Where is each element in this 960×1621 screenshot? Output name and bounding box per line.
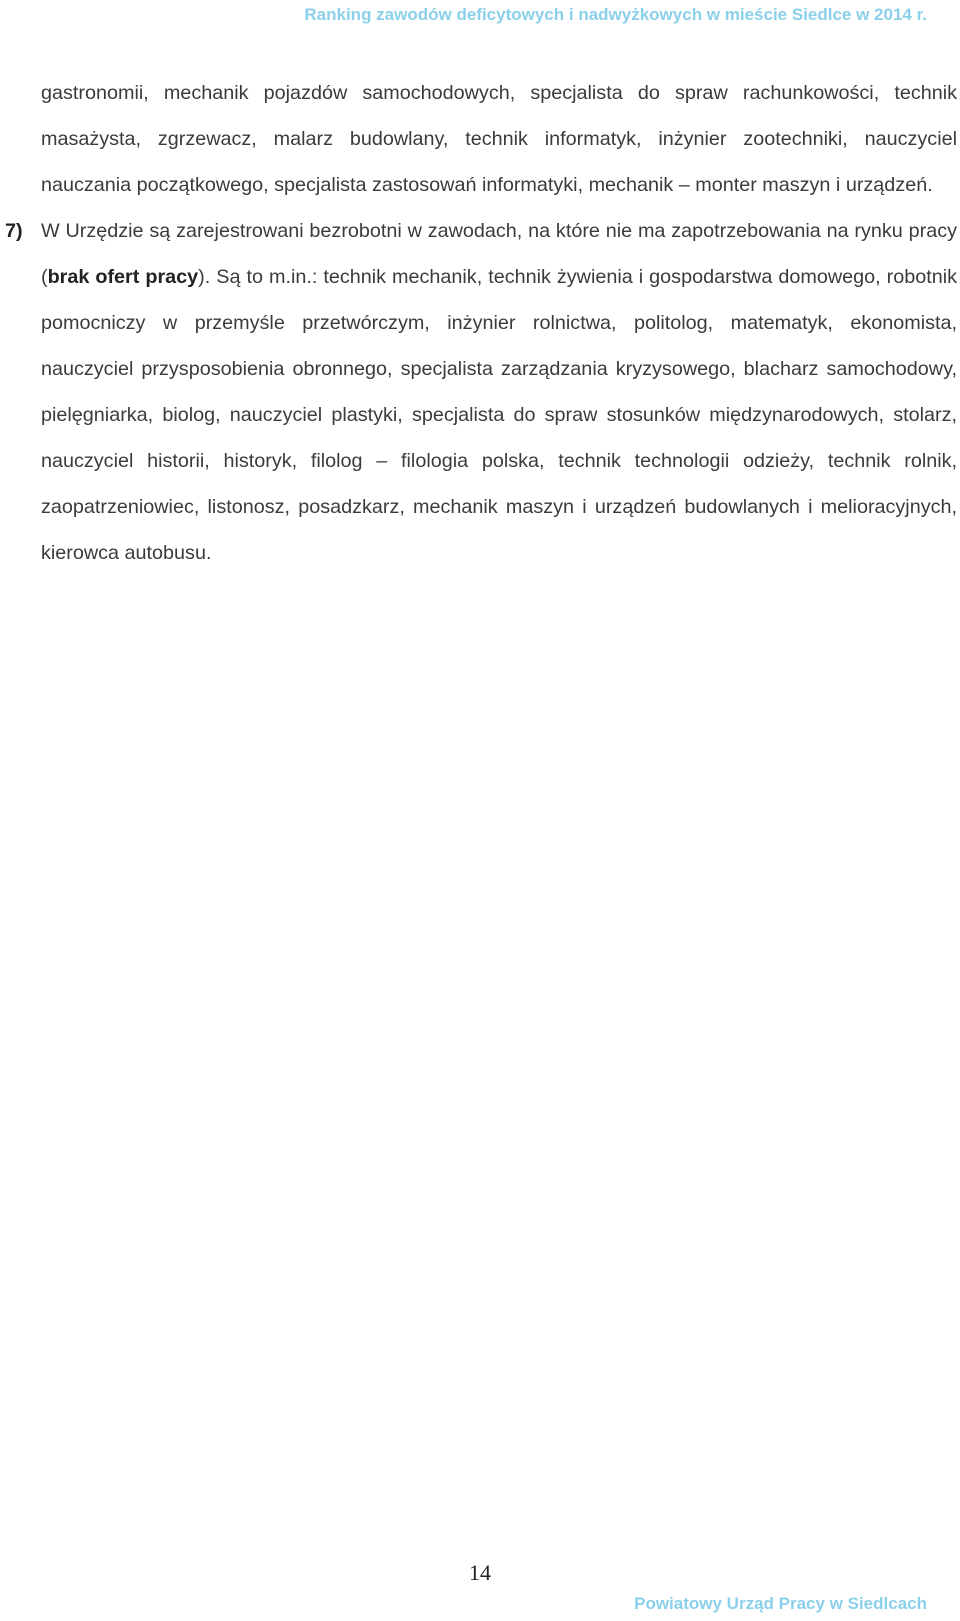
item-text-end: ). Są to m.in.: technik mechanik, technik żywienia i gospodarstwa domowego, robotnik pomocniczy w przemyśle przetwórczym, inżynier rolnictwa, politolog, matematyk, ekonomista, nauczyciel przysposobienia obronnego, specjalista zarządzania kryzysowego, blacharz samochodowy, pielęgniarka, biolog, nauczyciel plastyki, specjalista do spraw stosunków międzynarodowych, stolarz, nauczyciel historii, historyk, filolog – filologia polska, technik technologii odzieży, technik rolnik, zaopatrzeniowiec, listonosz, posadzkarz, mechanik maszyn i urządzeń budowlanych i melioracyjnych, kierowca autobusu.: [41, 266, 957, 564]
page-number: 14: [469, 1560, 491, 1585]
list-item-7: [5, 208, 957, 576]
running-footer: Powiatowy Urząd Pracy w Siedlcach: [634, 1594, 927, 1613]
list-item-text: [41, 208, 957, 576]
continuation-paragraph: gastronomii, mechanik pojazdów samochodowych, specjalista do spraw rachunkowości, technik masażysta, zgrzewacz, malarz budowlany, technik informatyk, inżynier zootechniki, nauczyciel nauczania początkowego, specjalista zastosowań informatyki, mechanik – monter maszyn i urządzeń.: [41, 82, 957, 196]
bold-phrase: brak ofert pracy: [47, 266, 199, 288]
running-header: Ranking zawodów deficytowych i nadwyżkowych w mieście Siedlce w 2014 r.: [304, 5, 927, 24]
list-item-number: 7): [5, 220, 23, 242]
item-text-start: W Urzędzie są zarejestrowani bezrobotni w zawodach, na które nie ma zapotrzebowania na rynku pracy (: [41, 220, 957, 288]
document-body: [5, 70, 957, 576]
